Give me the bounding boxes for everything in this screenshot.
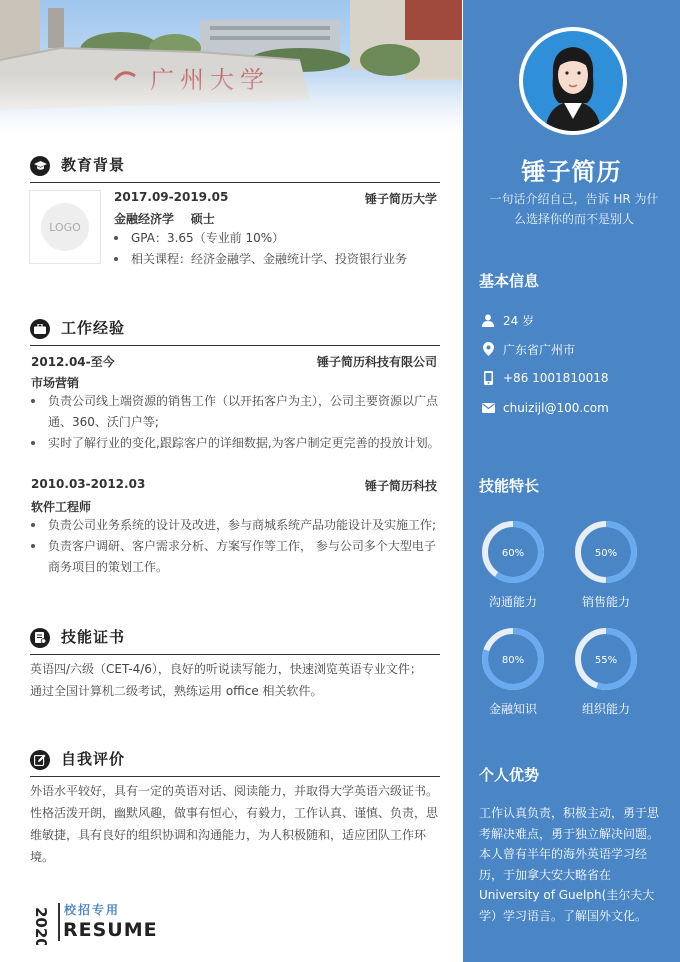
- user-icon: [479, 312, 497, 328]
- briefcase-icon: [30, 319, 50, 339]
- skill-name: 销售能力: [581, 595, 630, 609]
- self-eval-line: 外语水平较好，具有一定的英语对话、阅读能力，并取得大学英语六级证书。: [30, 784, 439, 798]
- job-period: 2012.04-至今: [31, 355, 115, 369]
- school-logo: [29, 190, 101, 264]
- job-period: 2010.03-2012.03: [31, 477, 146, 491]
- skill-name: 金融知识: [488, 702, 537, 716]
- education-major: 金融经济学 硕士: [114, 212, 215, 226]
- skills-heading: 技能特长: [479, 477, 540, 495]
- basic-info-heading: 基本信息: [479, 272, 540, 290]
- footer-resume-wordmark: RESUME: [63, 919, 158, 941]
- job-company: 锤子简历科技: [364, 479, 437, 493]
- candidate-name: 锤子简历: [521, 158, 622, 186]
- skill-ring: [481, 627, 545, 691]
- location-value: 广东省广州市: [503, 342, 576, 357]
- job-bullet: 实时了解行业的变化,跟踪客户的详细数据,为客户制定更完善的投放计划。: [31, 433, 441, 454]
- job-bullet: 负责公司线上端资源的销售工作（以开拓客户为主），公司主要资源以广点通、360、沃门户等;: [31, 391, 441, 433]
- job-bullet: 负责公司业务系统的设计及改进，参与商城系统产品功能设计及实施工作;: [31, 515, 441, 536]
- skill-percent-label: 50%: [594, 548, 618, 559]
- age-value: 24 岁: [503, 313, 535, 328]
- certs-heading: 技能证书: [61, 628, 126, 646]
- job-role: 市场营销: [31, 376, 80, 390]
- school-logo-placeholder: LOGO: [41, 203, 89, 251]
- work-heading: 工作经验: [61, 319, 126, 337]
- skill-percent-label: 55%: [594, 655, 618, 666]
- footer-year-text: 2020: [32, 907, 50, 945]
- education-bullet: GPA：3.65（专业前 10%）: [114, 228, 444, 249]
- education-section-header: [30, 154, 440, 186]
- job-bullet: 负责客户调研、客户需求分析、方案写作等工作， 参与公司多个大型电子商务项目的策划工作。: [31, 536, 441, 578]
- education-bullet: 相关课程：经济金融学、金融统计学、投资银行业务: [114, 249, 444, 270]
- location-row: [479, 340, 575, 358]
- phone-icon: [479, 370, 497, 386]
- self-eval-text: [30, 780, 442, 868]
- job-company: 锤子简历科技有限公司: [316, 355, 437, 369]
- cert-line: 英语四/六级（CET-4/6），良好的听说读写能力，快速浏览英语专业文件；: [30, 662, 422, 676]
- certificate-icon: [30, 628, 50, 648]
- self-eval-heading: 自我评价: [61, 750, 126, 768]
- location-pin-icon: [479, 341, 497, 357]
- education-heading: 教育背景: [61, 156, 126, 174]
- avatar: [519, 27, 627, 135]
- skill-percent-label: 80%: [501, 655, 525, 666]
- phone-value: +86 1001810018: [503, 371, 609, 385]
- phone-row: [479, 369, 609, 387]
- candidate-intro: 一句话介绍自己，告诉 HR 为什么选择你的而不是别人: [489, 192, 659, 226]
- email-icon: [479, 400, 497, 416]
- age-row: [479, 311, 534, 329]
- certs-text: [30, 658, 442, 702]
- graduation-cap-icon: [30, 156, 50, 176]
- cert-line: 通过全国计算机二级考试，熟练运用 office 相关软件。: [30, 684, 323, 698]
- skill-percent-label: 60%: [501, 548, 525, 559]
- job-role: 软件工程师: [31, 500, 92, 514]
- advantage-heading: 个人优势: [479, 766, 540, 784]
- footer-year: [20, 905, 60, 943]
- footer-divider: [58, 903, 60, 941]
- advantage-text: 工作认真负责，积极主动，勇于思考解决难点，勇于独立解决问题。本人曾有半年的海外英语学习经历，于加拿大安大略省在University of Guelph(圭尔夫大学）学习语言。了解国外文化。: [479, 806, 660, 923]
- certs-section-header: [30, 626, 440, 658]
- sidebar: [463, 0, 680, 962]
- self-eval-line: 维敏捷，具有良好的组织协调和沟通能力，为人积极随和，适应团队工作环境。: [30, 828, 427, 864]
- self-eval-section-header: [30, 748, 440, 780]
- self-eval-line: 性格活泼开朗，幽默风趣，做事有恒心，有毅力，工作认真、谨慎、负责，思: [30, 806, 439, 820]
- email-row: [479, 399, 609, 417]
- skill-name: 沟通能力: [488, 595, 537, 609]
- school-name: 锤子简历大学: [364, 192, 437, 206]
- skill-ring: [481, 520, 545, 584]
- email-value[interactable]: chuizijl@100.com: [503, 401, 609, 415]
- pencil-icon: [30, 750, 50, 770]
- campus-banner-photo: [0, 0, 462, 135]
- skill-ring: [574, 520, 638, 584]
- skill-ring: [574, 627, 638, 691]
- education-period: 2017.09-2019.05: [114, 190, 229, 204]
- work-section-header: [30, 317, 440, 349]
- footer-tag: 校招专用: [64, 903, 121, 917]
- skill-name: 组织能力: [581, 702, 630, 716]
